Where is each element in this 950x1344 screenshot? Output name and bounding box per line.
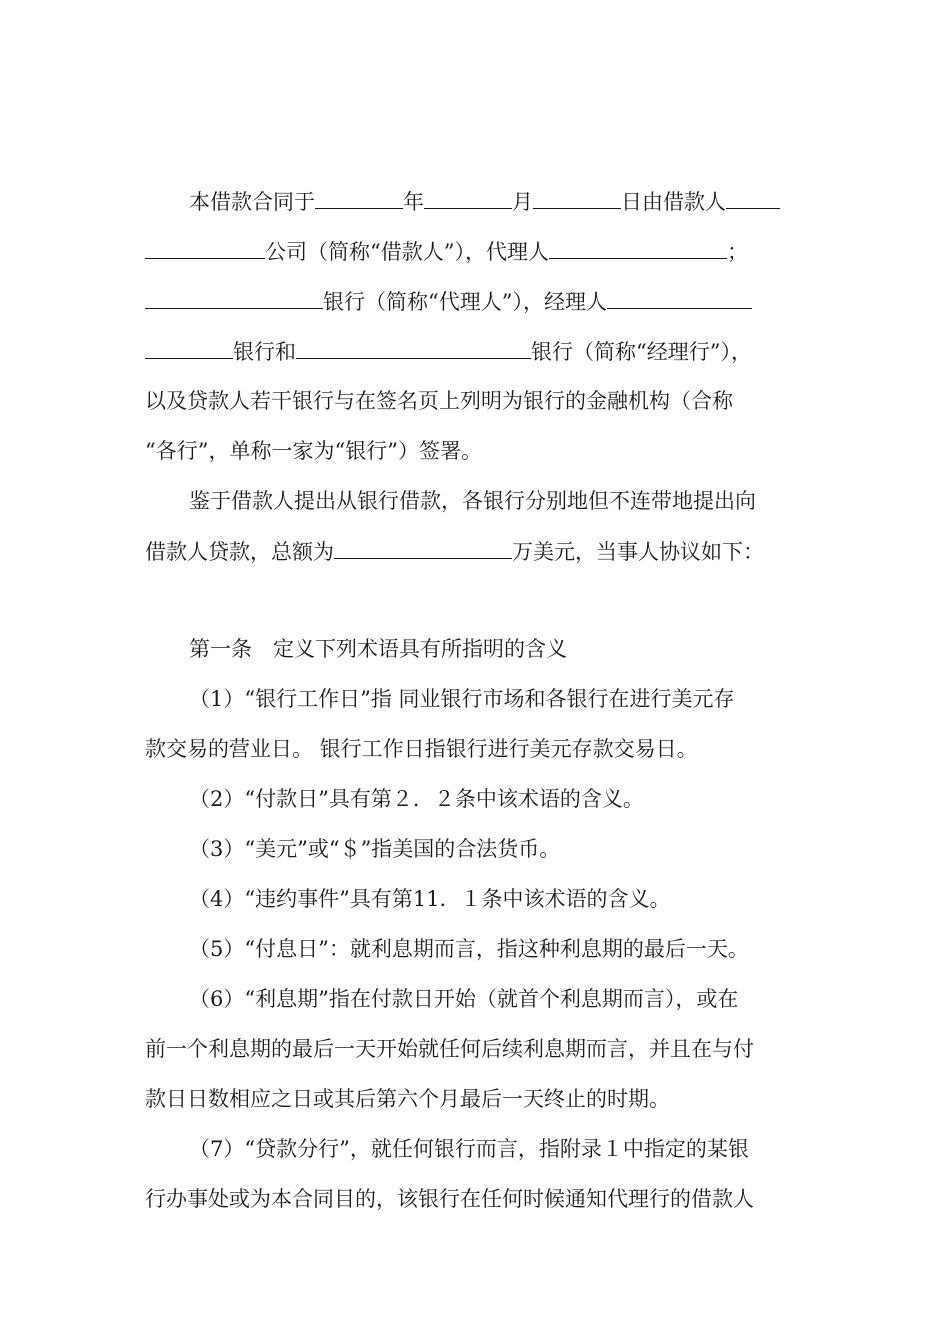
preamble-line-5: 以及贷款人若干银行与在签名页上列明为银行的金融机构（合称 — [145, 389, 733, 413]
text-segment: 银行和 — [233, 340, 296, 364]
definition-4: （4）“违约事件”具有第11．１条中该术语的含义。 — [189, 887, 671, 911]
recital-line-1: 鉴于借款人提出从银行借款，各银行分别地但不连带地提出向 — [189, 489, 756, 513]
text-segment: 日由借款人 — [621, 190, 726, 214]
blank-manager — [607, 286, 752, 309]
definition-5: （5）“付息日”：就利息期而言，指这种利息期的最后一天。 — [189, 937, 749, 961]
preamble-line-4 — [145, 336, 752, 366]
definition-1-line-2: 款交易的营业日。 银行工作日指银行进行美元存款交易日。 — [145, 737, 698, 761]
preamble-line-1 — [189, 186, 780, 216]
blank-day — [533, 186, 621, 209]
blank-borrower — [726, 186, 780, 209]
blank-manager-bank — [145, 336, 233, 359]
preamble-line-3 — [145, 286, 752, 316]
article-heading: 第一条 定义下列术语具有所指明的含义 — [189, 637, 567, 661]
blank-year — [315, 186, 403, 209]
definition-3: （3）“美元”或“＄”指美国的合法货币。 — [189, 837, 561, 861]
text-segment: 月 — [512, 190, 533, 214]
preamble-line-2 — [145, 236, 748, 266]
text-segment: 银行（简称“代理人”），经理人 — [323, 290, 607, 314]
definition-7-line-1: （7）“贷款分行”，就任何银行而言，指附录１中指定的某银 — [189, 1137, 749, 1161]
text-segment: 公司（简称“借款人”），代理人 — [265, 240, 549, 264]
blank-borrower-cont — [145, 236, 265, 259]
definition-6-line-3: 款日日数相应之日或其后第六个月最后一天终止的时期。 — [145, 1087, 670, 1111]
blank-month — [424, 186, 512, 209]
text-segment: 年 — [403, 190, 424, 214]
recital-line-2 — [145, 536, 764, 566]
text-segment: 本借款合同于 — [189, 190, 315, 214]
blank-agent-bank — [145, 286, 323, 309]
text-segment: ； — [726, 240, 748, 264]
preamble-line-6: “各行”，单称一家为“银行”）签署。 — [145, 439, 482, 463]
blank-amount — [334, 536, 512, 559]
blank-agent — [549, 236, 727, 259]
text-segment: 借款人贷款，总额为 — [145, 540, 334, 564]
definition-6-line-1: （6）“利息期”指在付款日开始（就首个利息期而言），或在 — [189, 987, 739, 1011]
text-segment: 银行（简称“经理行”）， — [531, 340, 752, 364]
text-segment: 万美元，当事人协议如下： — [512, 540, 764, 564]
definition-7-line-2: 行办事处或为本合同目的，该银行在任何时候通知代理行的借款人 — [145, 1187, 754, 1211]
definition-2: （2）“付款日”具有第２．２条中该术语的含义。 — [189, 787, 644, 811]
definition-6-line-2: 前一个利息期的最后一天开始就任何后续利息期而言，并且在与付 — [145, 1037, 754, 1061]
blank-manager-bank-2 — [296, 336, 531, 359]
definition-1-line-1: （1）“银行工作日”指 同业银行市场和各银行在进行美元存 — [189, 687, 735, 711]
